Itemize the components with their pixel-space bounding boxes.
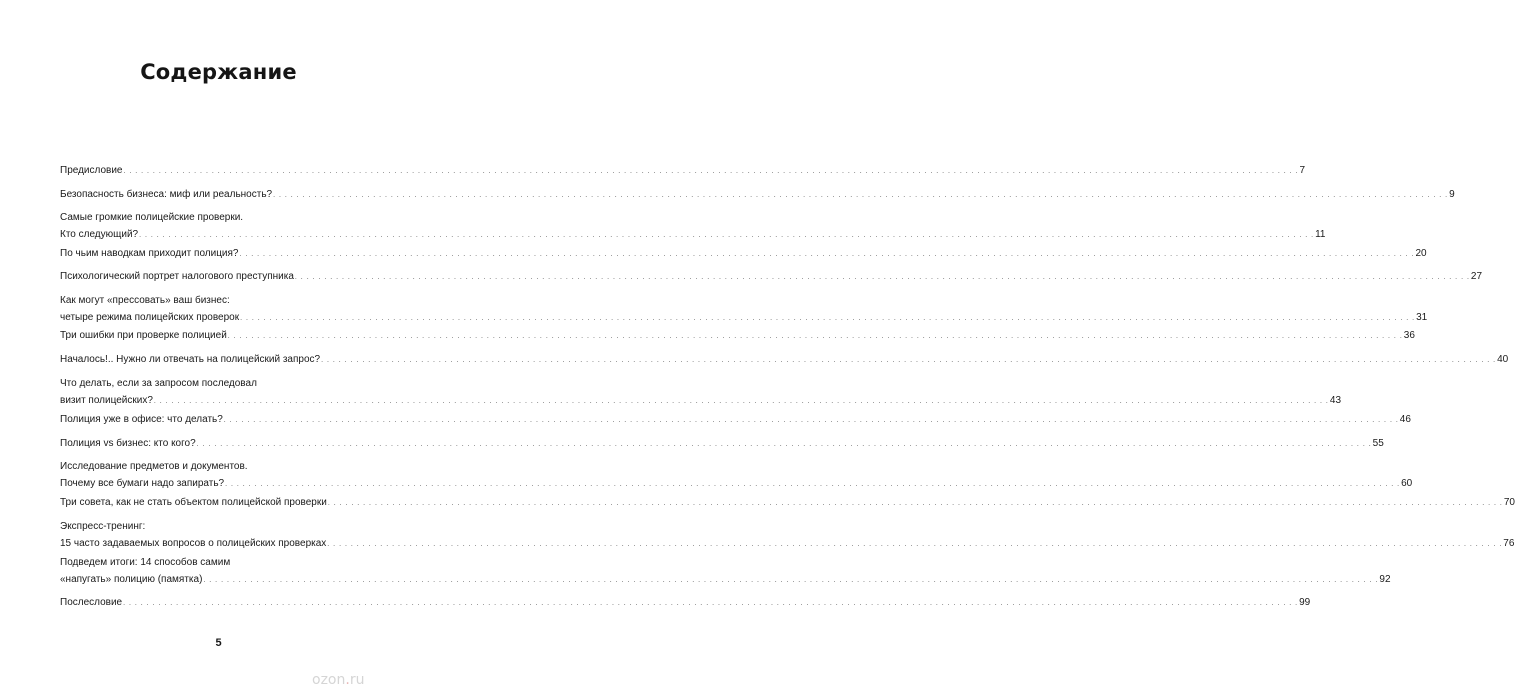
toc-entry: [60, 411, 1411, 429]
toc-entry-title-line: Самые громкие полицейские проверки.: [60, 212, 244, 223]
toc-entry-title: Три ошибки при проверке полицией: [60, 330, 227, 341]
toc-entry-row: [60, 392, 1342, 410]
toc-entry: [60, 292, 1428, 327]
toc-entry-row: [60, 594, 1311, 612]
toc-leader-dots: . . . . . . . . . . . . . . . . . . . . . . . . . . . . . . . . . . . . . . . . . . . . . . . . . . . . . . . . . . . . . . . . . . . . . . . . . . . . . . . . . . . . . . . . . . . . . . . . . . . . . . . . . . . . . . . . . . . . . . . . . . . . . . . . . . . . . . . . . . . . . . . . . . . . . . . . . . . . . . . . . . . . . . . . . . . . . . . . . . . . . . . . . . . . . . . . . . . . . . . .: [273, 192, 1449, 199]
toc-entry-row: [60, 475, 1413, 493]
toc-leader-dots: . . . . . . . . . . . . . . . . . . . . . . . . . . . . . . . . . . . . . . . . . . . . . . . . . . . . . . . . . . . . . . . . . . . . . . . . . . . . . . . . . . . . . . . . . . . . . . . . . . . . . . . . . . . . . . . . . . . . . . . . . . . . . . . . . . . . . . . . . . . . . . . . . . . . . . . . . . . . . . . . . . . . . . . . . . . . . . . . . . . . . . . . . . . . . . . . . . . . . . . .: [123, 168, 1299, 175]
toc-entry-row: [60, 245, 1427, 263]
toc-page-number: 60: [1401, 478, 1413, 489]
toc-entry-title: Полиция уже в офисе: что делать?: [60, 414, 223, 425]
toc-entry-title-line: Подведем итоги: 14 способов самим: [60, 557, 231, 568]
toc-entry-row: [60, 435, 1384, 453]
toc-page-number: 9: [1449, 189, 1455, 200]
toc-page-number: 27: [1470, 271, 1483, 282]
toc-entry-title: Три совета, как не стать объектом полицейской проверки: [60, 497, 327, 508]
toc-entry-title: визит полицейских?: [60, 395, 153, 406]
toc-leader-dots: . . . . . . . . . . . . . . . . . . . . . . . . . . . . . . . . . . . . . . . . . . . . . . . . . . . . . . . . . . . . . . . . . . . . . . . . . . . . . . . . . . . . . . . . . . . . . . . . . . . . . . . . . . . . . . . . . . . . . . . . . . . . . . . . . . . . . . . . . . . . . . . . . . . . . . . . . . . . . . . . . . . . . . . . . . . . . . . . . . . . . . . . . . . . . . . . . . . . . . . .: [223, 417, 1399, 424]
toc-page-number: 31: [1416, 312, 1428, 323]
toc-entry-row: [60, 327, 1415, 345]
toc-entry-title: Кто следующий?: [60, 229, 139, 240]
watermark-logo: [312, 672, 364, 688]
toc-entry-title-line: Как могут «прессовать» ваш бизнес:: [60, 295, 230, 306]
watermark-left: ozon: [312, 672, 346, 688]
toc-entry: [60, 554, 1391, 589]
toc-page-number: 70: [1503, 497, 1515, 508]
page-number: 5: [215, 637, 222, 649]
toc-entry-title: Психологический портрет налогового преступника: [60, 271, 294, 282]
toc-leader-dots: . . . . . . . . . . . . . . . . . . . . . . . . . . . . . . . . . . . . . . . . . . . . . . . . . . . . . . . . . . . . . . . . . . . . . . . . . . . . . . . . . . . . . . . . . . . . . . . . . . . . . . . . . . . . . . . . . . . . . . . . . . . . . . . . . . . . . . . . . . . . . . . . . . . . . . . . . . . . . . . . . . . . . . . . . . . . . . . . . . . . . . . . . . . . . . . . . . . . . . . .: [239, 251, 1415, 258]
toc-entry-title: «напугать» полицию (памятка): [60, 574, 203, 585]
toc-entry-title: Послесловие: [60, 597, 123, 608]
toc-entry-row: [60, 268, 1483, 286]
toc-entry-row: [60, 411, 1411, 429]
toc-entry: [60, 327, 1415, 345]
toc-entry-title: Началось!.. Нужно ли отвечать на полицейский запрос?: [60, 354, 321, 365]
toc-entry-title: Полиция vs бизнес: кто кого?: [60, 438, 196, 449]
toc-page-number: 7: [1299, 165, 1306, 176]
toc-entry-row: [60, 162, 1306, 180]
toc-entry-title-line: Что делать, если за запросом последовал: [60, 378, 257, 389]
toc-leader-dots: . . . . . . . . . . . . . . . . . . . . . . . . . . . . . . . . . . . . . . . . . . . . . . . . . . . . . . . . . . . . . . . . . . . . . . . . . . . . . . . . . . . . . . . . . . . . . . . . . . . . . . . . . . . . . . . . . . . . . . . . . . . . . . . . . . . . . . . . . . . . . . . . . . . . . . . . . . . . . . . . . . . . . . . . . . . . . . . . . . . . . . . . . . . . . . . . . . . . . . . .: [240, 315, 1416, 322]
toc-entry: [60, 268, 1483, 286]
toc-entry: [60, 351, 1509, 369]
toc-leader-dots: . . . . . . . . . . . . . . . . . . . . . . . . . . . . . . . . . . . . . . . . . . . . . . . . . . . . . . . . . . . . . . . . . . . . . . . . . . . . . . . . . . . . . . . . . . . . . . . . . . . . . . . . . . . . . . . . . . . . . . . . . . . . . . . . . . . . . . . . . . . . . . . . . . . . . . . . . . . . . . . . . . . . . . . . . . . . . . . . . . . . . . . . . . . . . . . . . . . . . . . .: [225, 481, 1401, 488]
toc-page-number: 99: [1299, 597, 1311, 608]
toc-leader-dots: . . . . . . . . . . . . . . . . . . . . . . . . . . . . . . . . . . . . . . . . . . . . . . . . . . . . . . . . . . . . . . . . . . . . . . . . . . . . . . . . . . . . . . . . . . . . . . . . . . . . . . . . . . . . . . . . . . . . . . . . . . . . . . . . . . . . . . . . . . . . . . . . . . . . . . . . . . . . . . . . . . . . . . . . . . . . . . . . . . . . . . . . . . . . . . . . . . . . . . . .: [123, 600, 1299, 607]
toc-page-number: 40: [1497, 354, 1509, 365]
toc-entry-title: четыре режима полицейских проверок: [60, 312, 240, 323]
toc-entry-title-line: Экспресс-тренинг:: [60, 521, 146, 532]
toc-leader-dots: . . . . . . . . . . . . . . . . . . . . . . . . . . . . . . . . . . . . . . . . . . . . . . . . . . . . . . . . . . . . . . . . . . . . . . . . . . . . . . . . . . . . . . . . . . . . . . . . . . . . . . . . . . . . . . . . . . . . . . . . . . . . . . . . . . . . . . . . . . . . . . . . . . . . . . . . . . . . . . . . . . . . . . . . . . . . . . . . . . . . . . . . . . . . . . . . . . . . . . . .: [153, 398, 1329, 405]
toc-entry-row: [60, 494, 1515, 512]
toc-leader-dots: . . . . . . . . . . . . . . . . . . . . . . . . . . . . . . . . . . . . . . . . . . . . . . . . . . . . . . . . . . . . . . . . . . . . . . . . . . . . . . . . . . . . . . . . . . . . . . . . . . . . . . . . . . . . . . . . . . . . . . . . . . . . . . . . . . . . . . . . . . . . . . . . . . . . . . . . . . . . . . . . . . . . . . . . . . . . . . . . . . . . . . . . . . . . . . . . . . . . . . . .: [139, 232, 1315, 239]
toc-entry: [60, 458, 1413, 493]
toc-entry-row: [60, 226, 1326, 244]
toc-entry-title-line: Исследование предметов и документов.: [60, 461, 248, 472]
toc-page-number: 92: [1379, 574, 1391, 585]
toc-entry-title: Почему все бумаги надо запирать?: [60, 478, 225, 489]
toc-entry-title: Безопасность бизнеса: миф или реальность?: [60, 189, 273, 200]
toc-entry: [60, 594, 1311, 612]
toc-entry-row: [60, 535, 1515, 553]
watermark-dot: .: [345, 672, 350, 688]
toc-entry: [60, 435, 1384, 453]
toc-leader-dots: . . . . . . . . . . . . . . . . . . . . . . . . . . . . . . . . . . . . . . . . . . . . . . . . . . . . . . . . . . . . . . . . . . . . . . . . . . . . . . . . . . . . . . . . . . . . . . . . . . . . . . . . . . . . . . . . . . . . . . . . . . . . . . . . . . . . . . . . . . . . . . . . . . . . . . . . . . . . . . . . . . . . . . . . . . . . . . . . . . . . . . . . . . . . . . . . . . . . . . . .: [327, 541, 1503, 548]
toc-page-number: 20: [1415, 248, 1427, 259]
toc-leader-dots: . . . . . . . . . . . . . . . . . . . . . . . . . . . . . . . . . . . . . . . . . . . . . . . . . . . . . . . . . . . . . . . . . . . . . . . . . . . . . . . . . . . . . . . . . . . . . . . . . . . . . . . . . . . . . . . . . . . . . . . . . . . . . . . . . . . . . . . . . . . . . . . . . . . . . . . . . . . . . . . . . . . . . . . . . . . . . . . . . . . . . . . . . . . . . . . . . . . . . . . .: [294, 274, 1470, 281]
toc-entry: [60, 375, 1342, 410]
toc-entry-title: 15 часто задаваемых вопросов о полицейских проверках: [60, 538, 327, 549]
toc-leader-dots: . . . . . . . . . . . . . . . . . . . . . . . . . . . . . . . . . . . . . . . . . . . . . . . . . . . . . . . . . . . . . . . . . . . . . . . . . . . . . . . . . . . . . . . . . . . . . . . . . . . . . . . . . . . . . . . . . . . . . . . . . . . . . . . . . . . . . . . . . . . . . . . . . . . . . . . . . . . . . . . . . . . . . . . . . . . . . . . . . . . . . . . . . . . . . . . . . . . . . . . .: [227, 333, 1403, 340]
toc-page-number: 76: [1503, 538, 1515, 549]
toc-entry: [60, 494, 1515, 512]
toc-page-number: 11: [1315, 229, 1326, 240]
toc-page-number: 46: [1399, 414, 1411, 425]
toc-leader-dots: . . . . . . . . . . . . . . . . . . . . . . . . . . . . . . . . . . . . . . . . . . . . . . . . . . . . . . . . . . . . . . . . . . . . . . . . . . . . . . . . . . . . . . . . . . . . . . . . . . . . . . . . . . . . . . . . . . . . . . . . . . . . . . . . . . . . . . . . . . . . . . . . . . . . . . . . . . . . . . . . . . . . . . . . . . . . . . . . . . . . . . . . . . . . . . . . . . . . . . . .: [321, 357, 1497, 364]
toc-entry-title: По чьим наводкам приходит полиция?: [60, 248, 239, 259]
toc-entry-row: [60, 186, 1455, 204]
toc-leader-dots: . . . . . . . . . . . . . . . . . . . . . . . . . . . . . . . . . . . . . . . . . . . . . . . . . . . . . . . . . . . . . . . . . . . . . . . . . . . . . . . . . . . . . . . . . . . . . . . . . . . . . . . . . . . . . . . . . . . . . . . . . . . . . . . . . . . . . . . . . . . . . . . . . . . . . . . . . . . . . . . . . . . . . . . . . . . . . . . . . . . . . . . . . . . . . . . . . . . . . . . .: [196, 441, 1372, 448]
toc-entry: [60, 186, 1455, 204]
toc-entry: [60, 518, 1515, 553]
toc-entry-row: [60, 571, 1391, 589]
toc-page-number: 55: [1372, 438, 1384, 449]
toc-entry: [60, 162, 1306, 180]
toc-leader-dots: . . . . . . . . . . . . . . . . . . . . . . . . . . . . . . . . . . . . . . . . . . . . . . . . . . . . . . . . . . . . . . . . . . . . . . . . . . . . . . . . . . . . . . . . . . . . . . . . . . . . . . . . . . . . . . . . . . . . . . . . . . . . . . . . . . . . . . . . . . . . . . . . . . . . . . . . . . . . . . . . . . . . . . . . . . . . . . . . . . . . . . . . . . . . . . . . . . . . . . . .: [203, 577, 1379, 584]
toc-entry-title: Предисловие: [60, 165, 123, 176]
watermark-right: ru: [349, 672, 365, 688]
page-title: Содержание: [140, 60, 297, 84]
toc-entry-row: [60, 351, 1509, 369]
toc-entry-row: [60, 309, 1428, 327]
toc-entry: [60, 245, 1427, 263]
toc-entry: [60, 209, 1326, 244]
toc-page-number: 43: [1329, 395, 1342, 406]
toc-leader-dots: . . . . . . . . . . . . . . . . . . . . . . . . . . . . . . . . . . . . . . . . . . . . . . . . . . . . . . . . . . . . . . . . . . . . . . . . . . . . . . . . . . . . . . . . . . . . . . . . . . . . . . . . . . . . . . . . . . . . . . . . . . . . . . . . . . . . . . . . . . . . . . . . . . . . . . . . . . . . . . . . . . . . . . . . . . . . . . . . . . . . . . . . . . . . . . . . . . . . . . . .: [327, 500, 1503, 507]
toc-page-number: 36: [1403, 330, 1415, 341]
